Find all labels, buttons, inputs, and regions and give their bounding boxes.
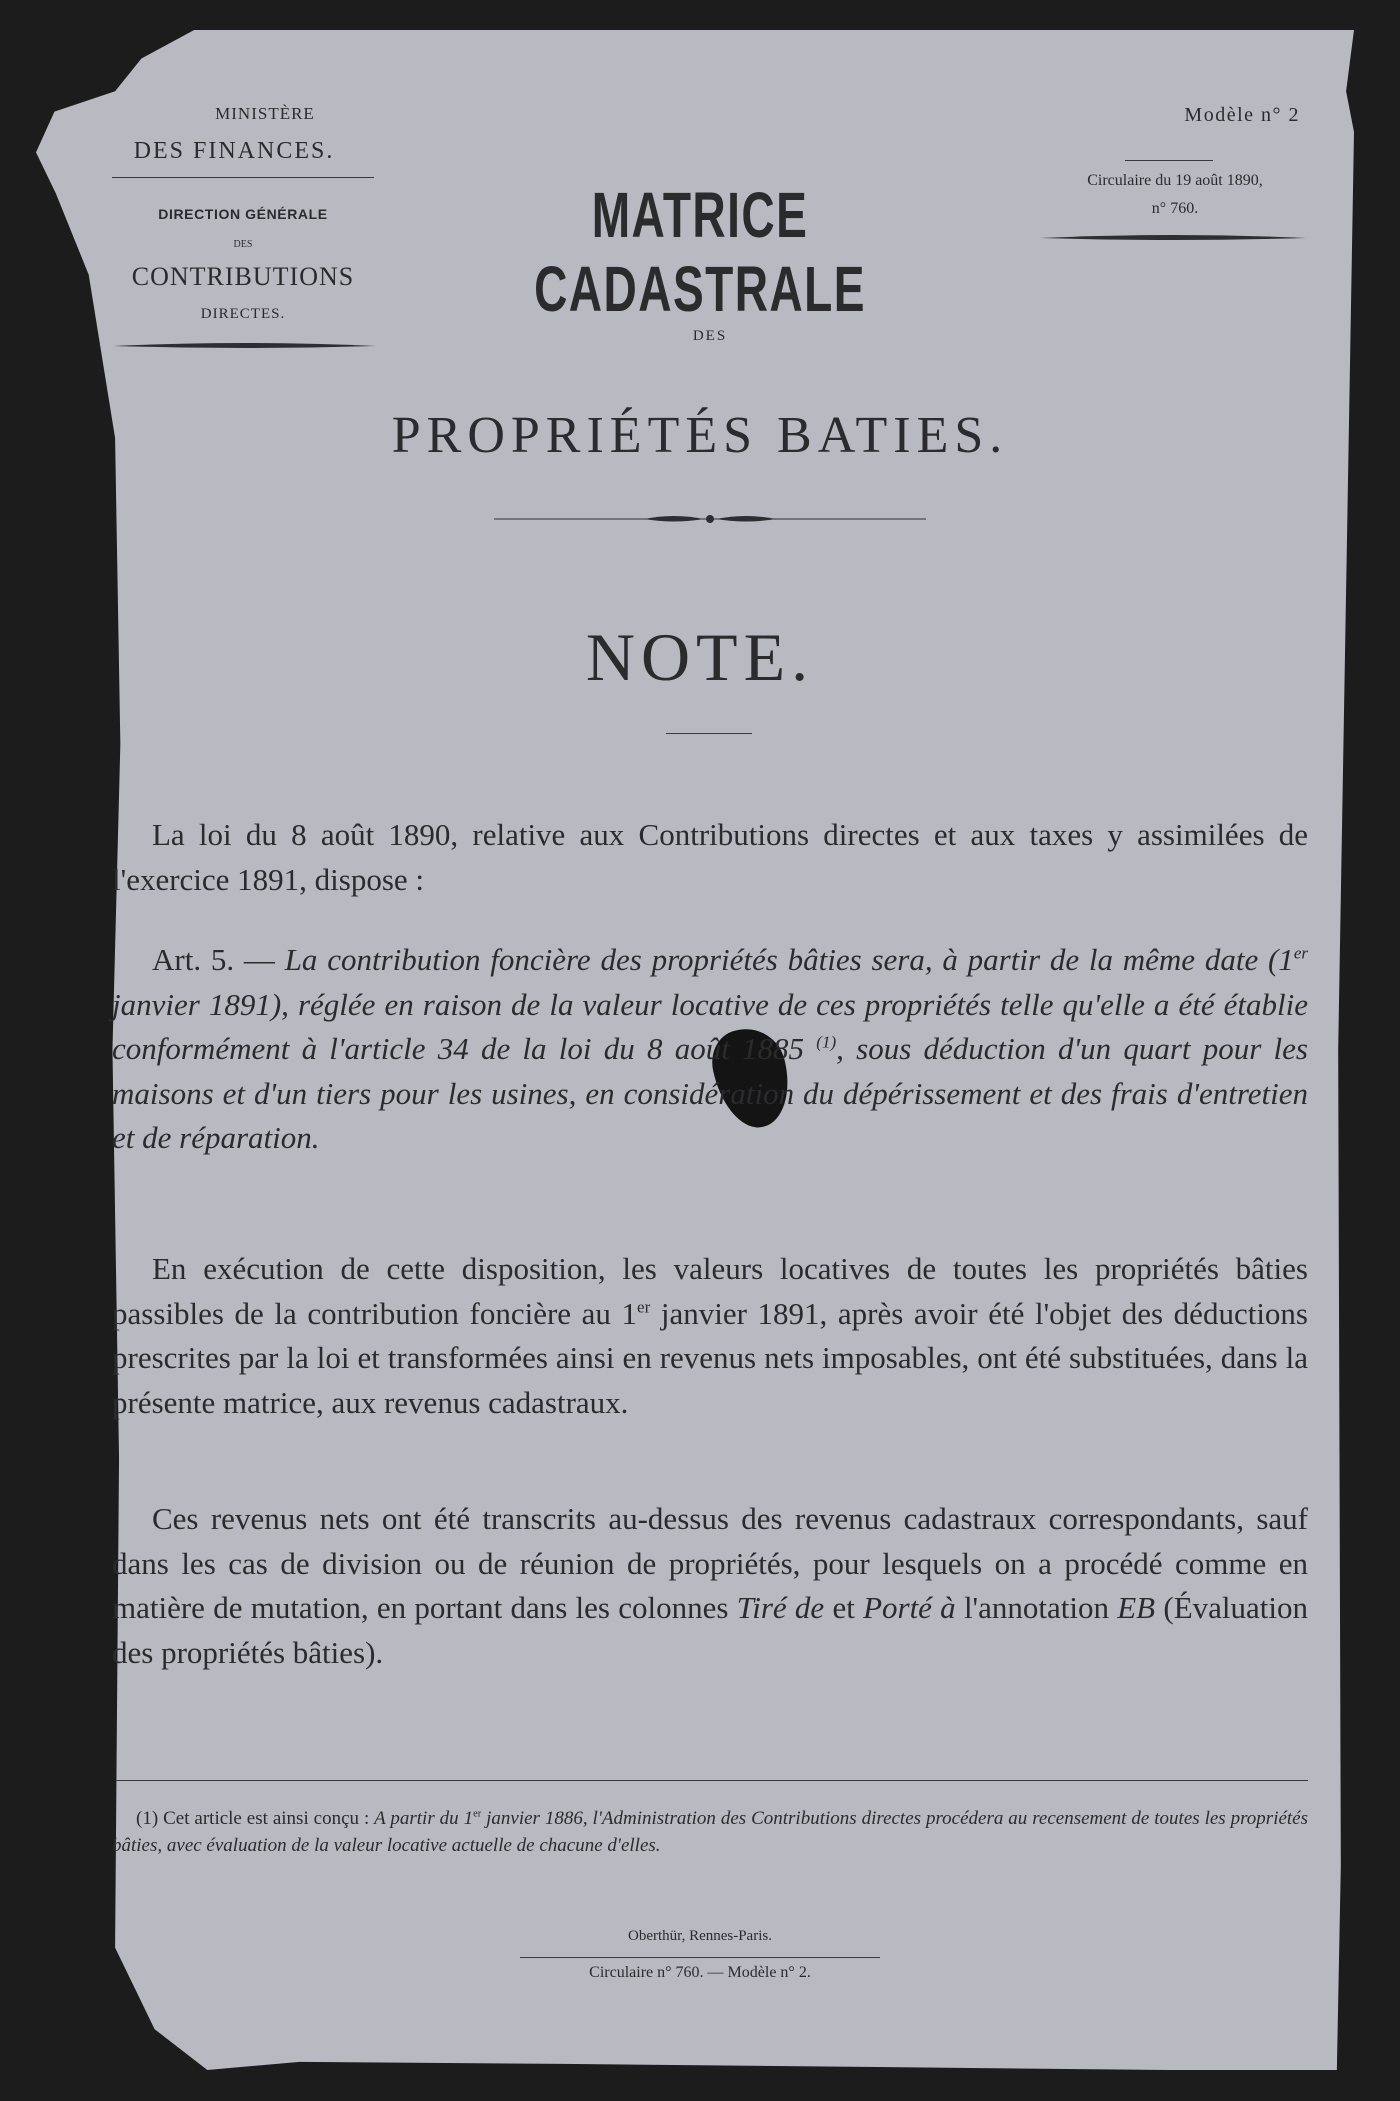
directes-label: DIRECTES. <box>200 306 286 322</box>
paragraph-execution: En exécution de cette disposition, les valeurs locatives de toutes les propriétés bâties passibles de la contribution foncière au 1er janvier 1891, après avoir été l'objet des déductions prescrites par la loi et transformées ainsi en revenus nets imposables, ont été substituées, dans la présente matrice, aux revenus cadastraux. <box>112 1251 1308 1420</box>
circulaire-label: Circulaire du 19 août 1890, <box>1087 172 1263 189</box>
des-label: DES <box>233 239 253 250</box>
ministry-name: DES FINANCES. <box>133 138 335 164</box>
divider <box>520 1957 880 1958</box>
footnote-divider <box>116 1780 1308 1781</box>
title-connector: DES <box>692 328 728 344</box>
paragraph-intro: La loi du 8 août 1890, relative aux Contributions directes et aux taxes y assimilées de l'exercice 1891, dispose : <box>112 817 1308 897</box>
document-title: MATRICE CADASTRALE <box>534 179 866 325</box>
divider <box>1125 160 1213 161</box>
note-heading: NOTE. <box>585 619 815 695</box>
article-lead: Art. 5. — <box>152 942 285 977</box>
divider <box>112 177 374 178</box>
circulaire-imprint: Circulaire n° 760. — Modèle n° 2. <box>589 1964 811 1981</box>
contributions-label: CONTRIBUTIONS <box>131 262 355 291</box>
paragraph-revenus: Ces revenus nets ont été transcrits au-dessus des revenus cadastraux correspondants, sauf dans les cas de division ou de réunion de propriétés, pour lesquels on a procédé comme en matière de mutation, en portant dans les colonnes Tiré de et Porté à l'annotation EB (Évaluation des propriétés bâties). <box>112 1501 1308 1670</box>
document-subtitle: PROPRIÉTÉS BATIES. <box>391 407 1009 464</box>
paragraph-article: Art. 5. — La contribution foncière des propriétés bâties sera, à partir de la même date (1er janvier 1891), réglée en raison de la valeur locative de ces propriétés telle qu'elle a été établie conformément à l'article 34 de la loi du 8 août 1885 $^{(1)}$, sous déduction d'un quart pour les maisons et d'un tiers pour les usines, en considération du dépérissement et des frais d'entretien et de réparation. <box>112 942 1308 1155</box>
ornament-swash-right <box>1040 232 1306 244</box>
direction-label: DIRECTION GÉNÉRALE <box>158 206 328 222</box>
printer-imprint: Oberthür, Rennes-Paris. <box>628 1928 772 1944</box>
divider <box>666 733 752 734</box>
ornament-swash-left <box>114 340 376 352</box>
ornament-divider <box>494 512 926 526</box>
circulaire-number: n° 760. <box>1151 200 1199 217</box>
footnote: (1) Cet article est ainsi conçu : A partir du 1er janvier 1886, l'Administration des Contributions directes procédera au recensement de toutes les propriétés bâties, avec évaluation de la valeur locative actuelle de chacune d'elles. <box>112 1808 1309 1856</box>
modele-label: Modèle n° 2 <box>1184 104 1300 126</box>
ministry-label: MINISTÈRE <box>215 104 315 123</box>
